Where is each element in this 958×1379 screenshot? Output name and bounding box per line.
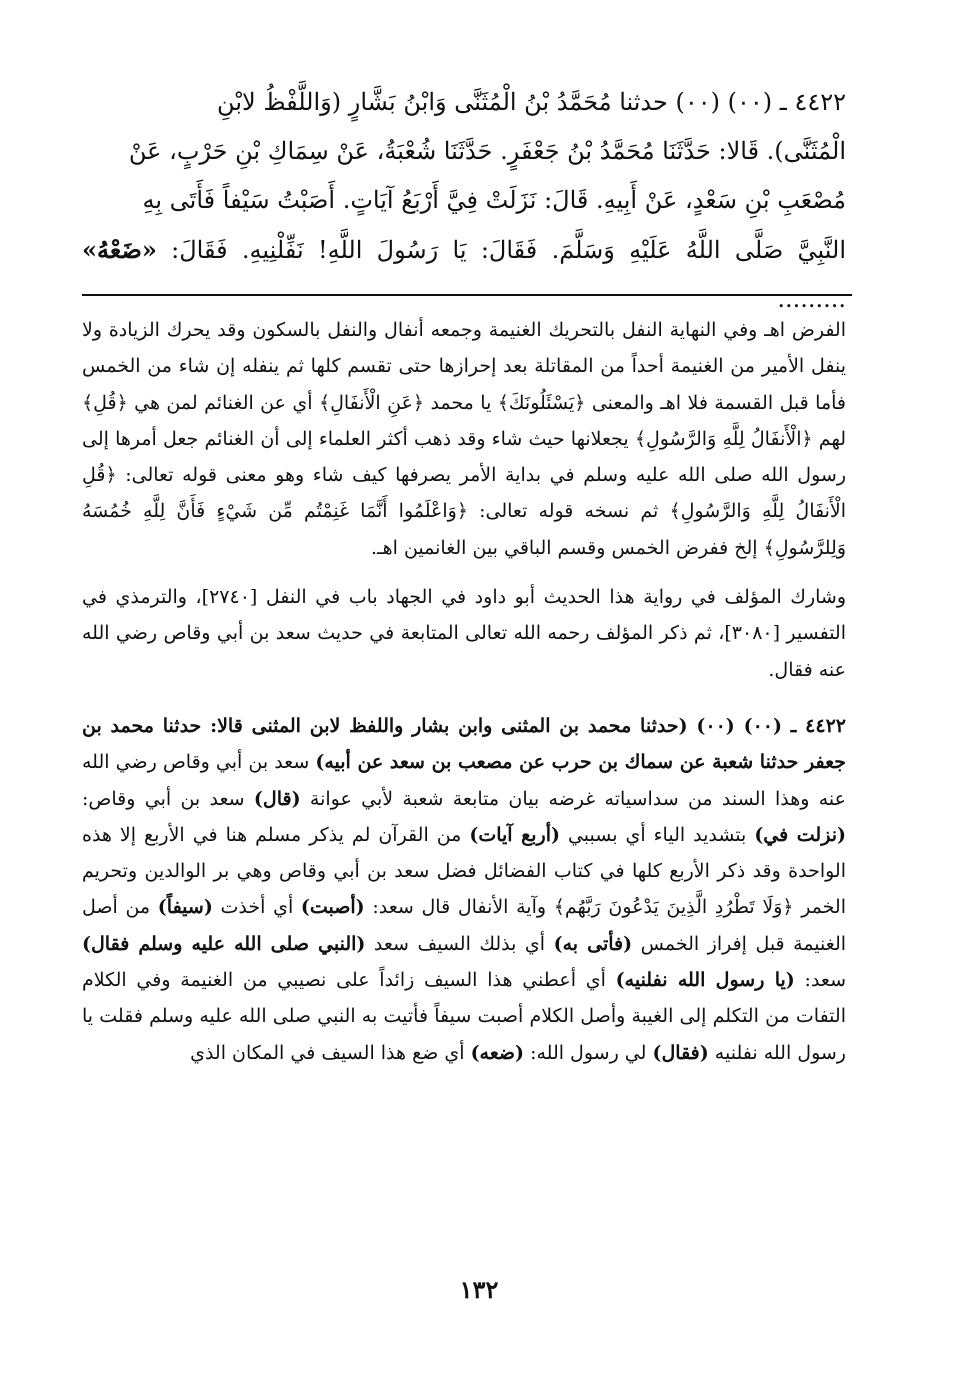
hadith-line: الْمُثَنَّى). قَالا: حَدَّثَنَا مُحَمَّدُ بْنُ جَعْفَرٍ. حَدَّثَنَا شُعْبَةُ، عَنْ سِمَاكِ بْنِ حَرْبٍ، عَنْ: [128, 137, 846, 165]
commentary-text: بتشديد الياء أي بسببي: [559, 823, 755, 846]
hadith-line-text: النَّبِيَّ صَلَّى اللَّهُ عَلَيْهِ وَسَلَّمَ. فَقَالَ: يَا رَسُولَ اللَّهِ! نَفِّلْنِيهِ. فَقَالَ:: [171, 236, 846, 264]
commentary-bold-term: (سيفاً): [157, 896, 213, 919]
commentary-paragraph: وشارك المؤلف في رواية هذا الحديث أبو داود في الجهاد باب في النفل [٢٧٤٠]، والترمذي في التفسير [٣٠٨٠]، ثم ذكر المؤلف رحمه الله تعالى المتابعة في حديث سعد بن أبي وقاص رضي الله عنه فقال.: [82, 586, 847, 681]
commentary-text: أي بذلك السيف سعد: [365, 932, 554, 955]
commentary-bold-term: (فأتى به): [553, 932, 633, 955]
hadith-emphasis: «ضَعْهُ»: [82, 235, 157, 264]
commentary-explanation: [82, 751, 846, 1063]
commentary-bold-term: (النبي صلى الله عليه وسلم فقال): [82, 932, 366, 955]
commentary-text: من القرآن لم يذكر مسلم هنا في الأربع إلا هذه الواحدة وقد ذكر الأربع كلها في كتاب الفضائل فضل سعد بن أبي وقاص وهي بر الوالدين وتحريم الخمر ﴿وَلَا تَطْرُدِ الَّذِينَ يَدْعُونَ رَبَّهُم﴾ وآية الأنفال قال سعد:: [82, 823, 846, 919]
commentary-bold-term: (قال): [253, 787, 301, 810]
commentary-text: أي أخذت: [212, 896, 301, 919]
hadith-line: [82, 225, 846, 324]
hadith-line: ٤٤٢٢ ـ (٠٠) (٠٠) حدثنا مُحَمَّدُ بْنُ الْمُثَنَّى وَابْنُ بَشَّارٍ (وَاللَّفْظُ لابْنِ: [217, 88, 846, 116]
commentary: [82, 312, 846, 1071]
commentary-bold-term: (نزلت في): [754, 823, 846, 846]
commentary-text: أي أعطني هذا السيف زائداً على نصيبي من الغنيمة وفي الكلام التفات من التكلم إلى الغيبة وأصل الكلام أصبت سيفاً فأتيت به النبي صلى الله عليه وسلم فقلت يا رسول الله نفلنيه: [82, 969, 846, 1064]
page-number: ١٣٢: [459, 1275, 499, 1304]
hadith-line: مُصْعَبِ بْنِ سَعْدٍ، عَنْ أَبِيهِ. قَالَ: نَزَلَتْ فِيَّ أَرْبَعُ آيَاتٍ. أَصَبْتُ سَيْفاً فَأَتَى بِهِ: [142, 186, 846, 214]
commentary-bold-term: (ضعه): [470, 1041, 525, 1064]
commentary-paragraph: [82, 708, 846, 1071]
footnote-divider: [82, 294, 852, 296]
commentary-text: أي ضع هذا السيف في المكان الذي: [190, 1041, 471, 1064]
commentary-text: سعد بن أبي وقاص رضي الله عنه وهذا السند من سداسياته غرضه بيان متابعة شعبة لأبي عوانة: [82, 751, 846, 810]
commentary-text: من أصل الغنيمة قبل إفراز الخمس: [82, 896, 847, 955]
isnad-bold: ٤٤٢٢ ـ (٠٠) (٠٠) (حدثنا محمد بن المثنى وابن بشار واللفظ لابن المثنى قالا: حدثنا محمد بن جعفر حدثنا شعبة عن سماك بن حرب عن مصعب بن سعد عن أبيه): [82, 714, 846, 774]
commentary-text: لي رسول الله:: [524, 1041, 653, 1064]
commentary-text: سعد بن أبي وقاص:: [82, 787, 254, 810]
commentary-bold-term: (يا رسول الله نفلنيه): [615, 969, 795, 992]
commentary-paragraph: الفرض اهـ وفي النهاية النفل بالتحريك الغنيمة وجمعه أنفال والنفل بالسكون وقد يحرك الزيادة ولا ينفل الأمير من الغنيمة أحداً من المقاتلة بعد إحرازها حتى تقسم كلها ثم ينفله إن شاء من الخمس فأما قبل القسمة فلا اهـ والمعنى ﴿يَسْئَلُونَكَ﴾ يا محمد ﴿عَنِ الْأَنفَالِ﴾ أي عن الغنائم لمن هي ﴿قُلِ﴾ لهم ﴿الْأَنفَالُ لِلَّهِ وَالرَّسُولِ﴾ يجعلانها حيث شاء وقد ذهب أكثر العلماء إلى أن الغنائم جعل أمرها إلى رسول الله صلى الله عليه وسلم في بداية الأمر يصرفها كيف شاء وهو معنى قوله تعالى: ﴿قُلِ الْأَنفَالُ لِلَّهِ وَالرَّسُولِ﴾ ثم نسخه قوله تعالى: ﴿وَاعْلَمُوا أَنَّمَا غَنِمْتُم مِّن شَيْءٍ فَأَنَّ لِلَّهِ خُمُسَهُ وَلِلرَّسُولِ﴾ إلخ ففرض الخمس وقسم الباقي بين الغانمين اهـ.: [82, 319, 846, 559]
hadith-continuation-dots: .........: [777, 285, 846, 313]
hadith-text: [82, 78, 846, 324]
commentary-bold-term: (أصبت): [300, 896, 365, 919]
commentary-text: سعد:: [794, 969, 847, 992]
commentary-bold-term: (فقال): [652, 1041, 709, 1064]
commentary-bold-term: (أربع آيات): [469, 823, 560, 846]
